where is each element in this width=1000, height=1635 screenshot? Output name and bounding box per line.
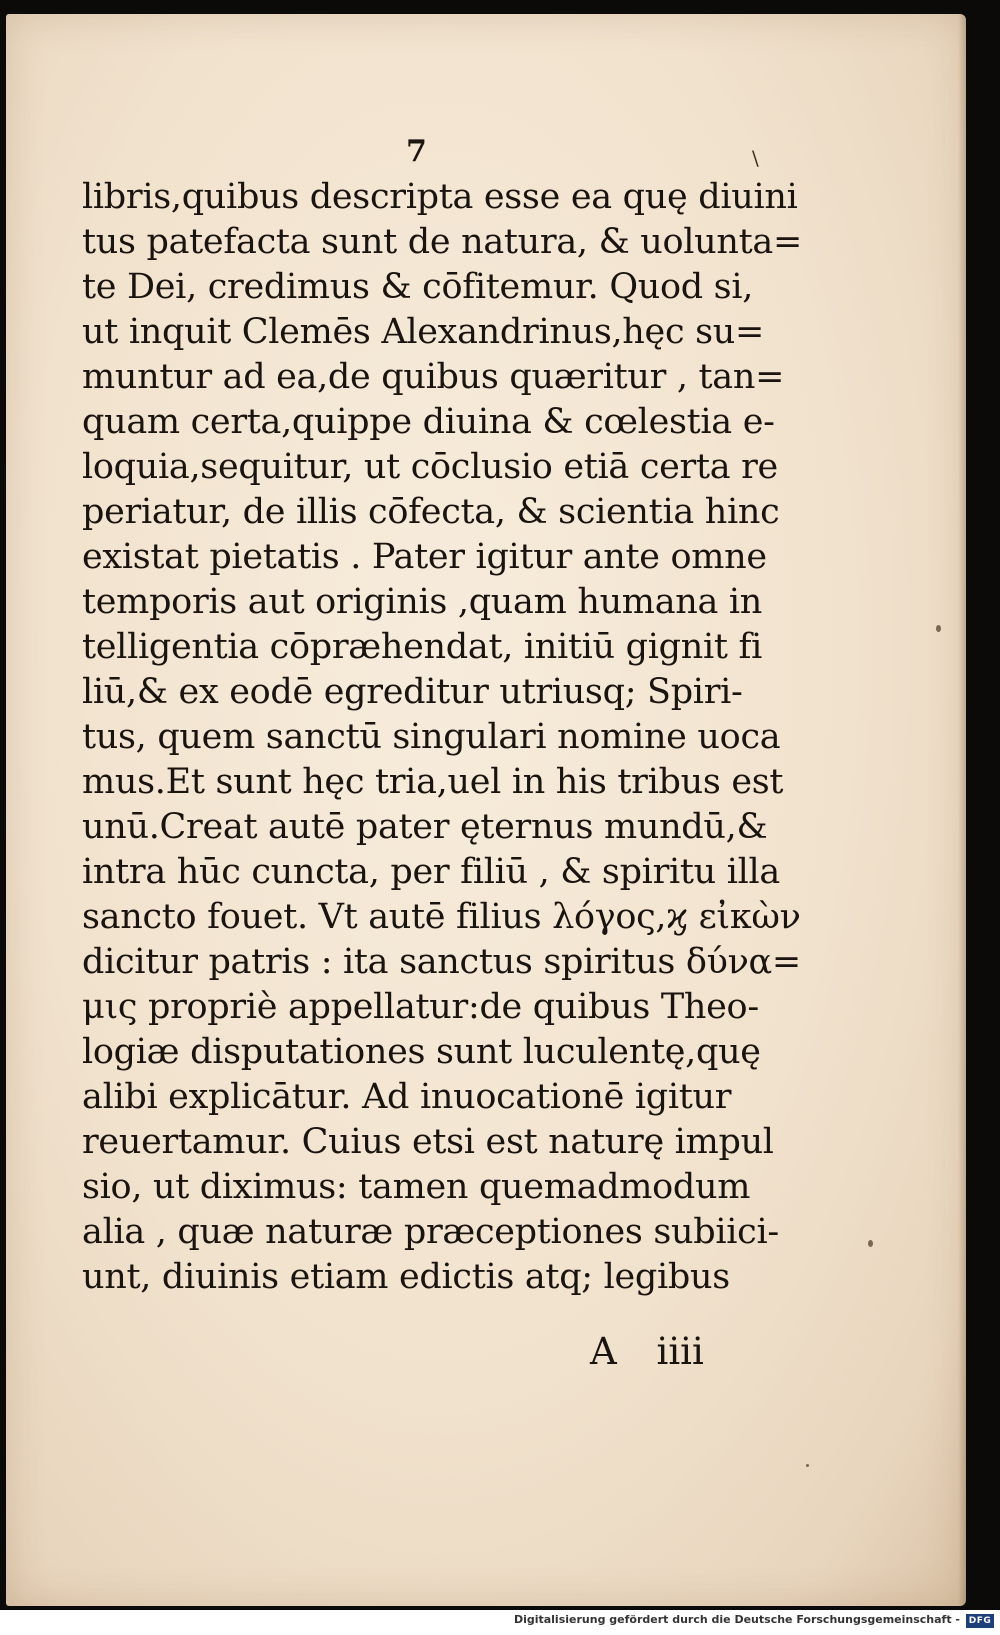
text-line: sio, ut diximus: tamen quemadmodum xyxy=(82,1167,751,1207)
footer-credit: Digitalisierung gefördert durch die Deutsche Forschungsgemeinschaft - xyxy=(513,1613,960,1626)
book-page xyxy=(6,14,966,1606)
paper-speck xyxy=(868,1240,873,1247)
paper-speck xyxy=(936,625,941,632)
text-line: sancto fouet. Vt autē filius λόγος,ϗ εἰκὼν xyxy=(82,897,801,937)
text-line: dicitur patris : ita sanctus spiritus δύνα= xyxy=(82,942,801,982)
text-line: unt, diuinis etiam edictis atq; legibus xyxy=(82,1257,730,1297)
page-edge-shadow xyxy=(958,14,966,1606)
text-line: intra hūc cuncta, per filiū , & spiritu illa xyxy=(82,852,780,892)
text-line: reuertamur. Cuius etsi est naturę impul xyxy=(82,1122,774,1162)
text-line: alibi explicātur. Ad inuocationē igitur xyxy=(82,1077,732,1117)
text-line: μις propriè appellatur:de quibus Theo- xyxy=(82,987,759,1027)
text-line: temporis aut originis ,quam humana in xyxy=(82,582,763,622)
text-line: tus, quem sanctū singulari nomine uoca xyxy=(82,717,781,757)
text-line: muntur ad ea,de quibus quæritur , tan= xyxy=(82,357,785,397)
body-text xyxy=(82,175,802,1300)
marginal-mark: \ xyxy=(752,146,759,170)
text-line: ut inquit Clemēs Alexandrinus,hęc su= xyxy=(82,312,765,352)
signature-mark: A iiii xyxy=(590,1330,704,1373)
page-number: 7 xyxy=(406,134,427,169)
text-line: liū,& ex eodē egreditur utriusq; Spiri- xyxy=(82,672,743,712)
digitization-footer xyxy=(0,1610,1000,1635)
text-line: loquia,sequitur, ut cōclusio etiā certa re xyxy=(82,447,778,487)
text-line: te Dei, credimus & cōfitemur. Quod si, xyxy=(82,267,754,307)
text-line: quam certa,quippe diuina & cœlestia e- xyxy=(82,402,775,442)
text-line: existat pietatis . Pater igitur ante omne xyxy=(82,537,767,577)
text-line: mus.Et sunt hęc tria,uel in his tribus est xyxy=(82,762,784,802)
text-line: tus patefacta sunt de natura, & uolunta= xyxy=(82,222,802,262)
text-line: alia , quæ naturæ præceptiones subiici- xyxy=(82,1212,779,1252)
text-line: libris,quibus descripta esse ea quę diuini xyxy=(82,177,798,217)
text-line: logiæ disputationes sunt luculentę,quę xyxy=(82,1032,761,1072)
paper-speck xyxy=(806,1464,809,1467)
text-line: periatur, de illis cōfecta, & scientia hinc xyxy=(82,492,780,532)
dfg-logo-icon: DFG xyxy=(966,1614,994,1628)
text-line: unū.Creat autē pater ęternus mundū,& xyxy=(82,807,768,847)
text-line: telligentia cōpræhendat, initiū gignit fi xyxy=(82,627,762,667)
